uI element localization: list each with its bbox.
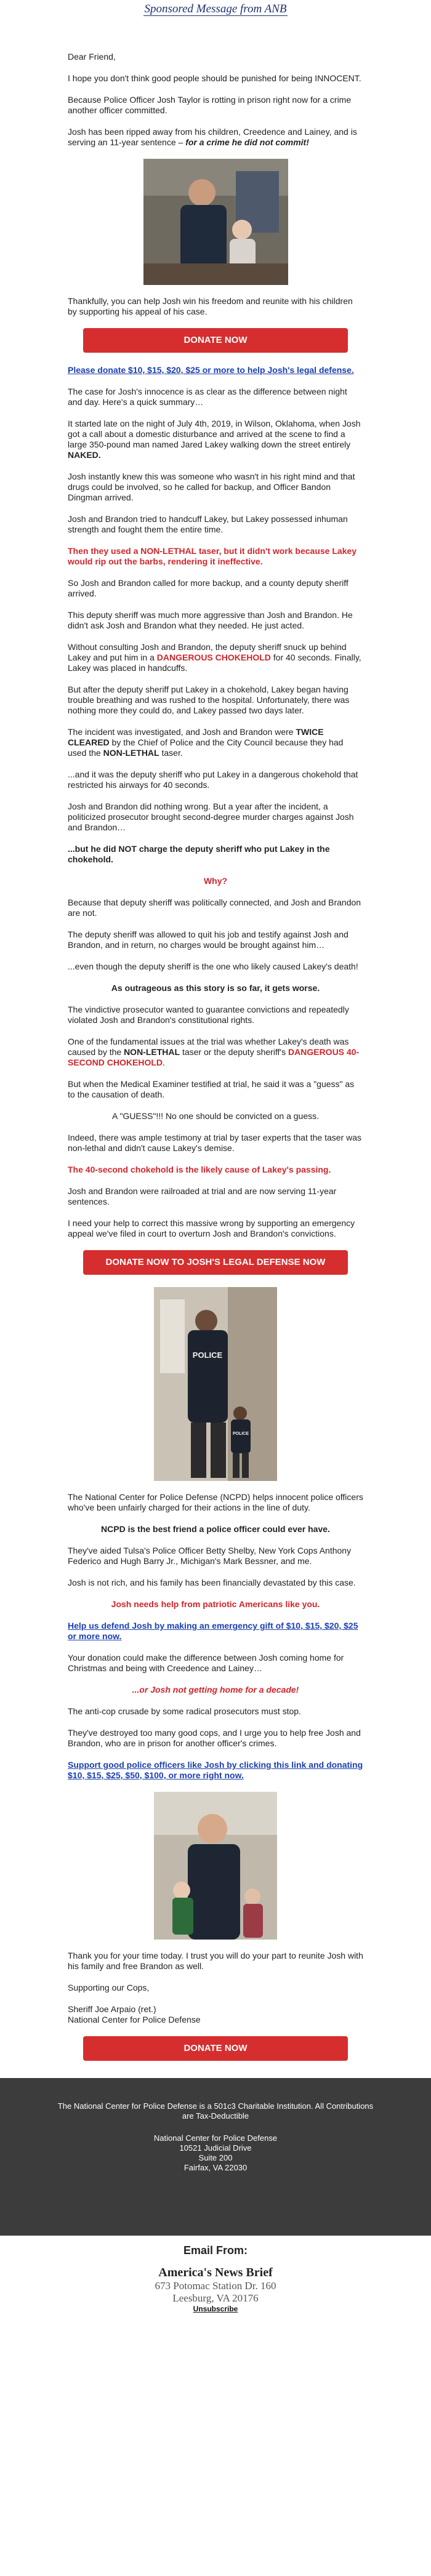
donate-link[interactable]: Help us defend Josh by making an emergency gift of $10, $15, $20, $25 or more now. (68, 1621, 358, 1641)
letter-body-3 (68, 1492, 363, 2025)
paragraph: This deputy sheriff was much more aggressive than Josh and Brandon. He didn't ask Josh and Brandon what they needed. He just acted. (68, 610, 353, 630)
paragraph: They've destroyed too many good cops, and I urge you to help free Josh and Brandon, who are in prison for another officer's crimes. (68, 1728, 361, 1748)
why-heading: Why? (203, 876, 228, 886)
paragraph: Thank you for your time today. I trust you will do your part to reunite Josh with his family and free Brandon as well. (68, 1951, 363, 1971)
police-back-text: POLICE (192, 1350, 223, 1360)
paragraph: ...and it was the deputy sheriff who put Lakey in a dangerous chokehold that restricted his airways for 40 seconds. (68, 769, 358, 790)
paragraph: They've aided Tulsa's Police Officer Betty Shelby, New York Cops Anthony Federico and Hugh Barry Jr., Michigan's Mark Bessner, and me. (68, 1546, 352, 1566)
emphasis: for a crime he did not commit! (185, 137, 309, 147)
donate-legal-defense-button[interactable]: DONATE NOW TO JOSH'S LEGAL DEFENSE NOW (83, 1250, 348, 1275)
paragraph: The vindictive prosecutor wanted to guarantee convictions and repeatedly violated Josh and Brandon's constitutional rights. (68, 1005, 349, 1025)
sponsored-title: Sponsored Message from ANB (144, 2, 287, 15)
sender-name: America's News Brief (158, 2266, 273, 2279)
highlight-paragraph: The 40-second chokehold is the likely cause of Lakey's passing. (68, 1165, 331, 1174)
footer-address-2: Suite 200 (198, 2153, 233, 2162)
sender-address-2: Leesburg, VA 20176 (172, 2292, 259, 2304)
paragraph: The incident was investigated, and Josh and Brandon were TWICE CLEARED by the Chief of Police and the City Council because they had used the NON-LETHAL taser. (68, 727, 344, 758)
paragraph: Josh has been ripped away from his children, Creedence and Lainey, and is serving an 11-year sentence – for a crime he did not commit! (68, 127, 357, 147)
paragraph: ...even though the deputy sheriff is the one who likely caused Lakey's death! (68, 961, 358, 971)
signature-org: National Center for Police Defense (68, 2015, 201, 2024)
paragraph: So Josh and Brandon called for more backup, and a county deputy sheriff arrived. (68, 578, 348, 598)
signature (68, 2004, 363, 2025)
donate-now-button[interactable]: DONATE NOW (83, 328, 348, 353)
paragraph: A "GUESS"!!! No one should be convicted on a guess. (111, 1111, 320, 1121)
donate-link[interactable]: Support good police officers like Josh by clicking this link and donating $10, $15, $25, $50, $100, or more right now. (68, 1760, 363, 1780)
paragraph: The anti-cop crusade by some radical prosecutors must stop. (68, 1706, 301, 1716)
paragraph: But after the deputy sheriff put Lakey in a chokehold, Lakey began having trouble breathing and was rushed to the hospital. Unfortunately, there was nothing more they could do, and Lakey passed two days later. (68, 684, 350, 715)
emphasis: NON-LETHAL (103, 748, 159, 758)
highlight-paragraph: Josh needs help from patriotic Americans like you. (111, 1599, 320, 1609)
footer (0, 2078, 431, 2236)
paragraph: Your donation could make the difference between Josh coming home for Christmas and being with Creedence and Lainey… (68, 1653, 344, 1673)
highlight-paragraph: Then they used a NON-LETHAL taser, but it didn't work because Lakey would rip out the barbs, rendering it ineffective. (68, 546, 357, 566)
paragraph: The deputy sheriff was allowed to quit his job and testify against Josh and Brandon, and in return, no charges would be brought against him… (68, 929, 348, 950)
paragraph: I hope you don't think good people should be punished for being INNOCENT. (68, 73, 361, 83)
paragraph: Josh instantly knew this was someone who wasn't in his right mind and that drugs could be involved, so he called for backup, and Officer Bandon Dingman arrived. (68, 471, 355, 502)
paragraph: I need your help to correct this massive wrong by supporting an emergency appeal we've filed in court to overturn Josh and Brandon's convictions. (68, 1218, 355, 1238)
donate-link[interactable]: Please donate $10, $15, $20, $25 or more to help Josh's legal defense. (68, 365, 354, 375)
emphasis: NAKED. (68, 450, 101, 460)
police-child-text: POLICE (232, 1432, 249, 1436)
paragraph: Josh and Brandon did nothing wrong. But a year after the incident, a politicized prosecutor brought second-degree murder charges against Josh and Brandon… (68, 801, 354, 832)
footer-disclaimer: The National Center for Police Defense is a 501c3 Charitable Institution. All Contributions are Tax-Deductible (57, 2101, 374, 2121)
emphasis: DANGEROUS 40-SECOND CHOKEHOLD (68, 1047, 360, 1067)
letter-body-2 (68, 365, 363, 1239)
sign-off: Supporting our Cops, (68, 1983, 150, 1992)
paragraph: Because Police Officer Josh Taylor is rotting in prison right now for a crime another officer committed. (68, 95, 352, 115)
paragraph: Thankfully, you can help Josh win his freedom and reunite with his children by supporting his appeal of his case. (68, 296, 353, 316)
donate-now-button-bottom[interactable]: DONATE NOW (83, 2036, 348, 2061)
photo-officer-with-child (143, 159, 288, 285)
sponsored-header (0, 0, 431, 27)
emphasis: NON-LETHAL (124, 1047, 180, 1057)
footer-org-name: National Center for Police Defense (153, 2133, 278, 2143)
paragraph: The case for Josh's innocence is as clear as the difference between night and day. Here's a quick summary… (68, 387, 347, 407)
paragraph: Josh is not rich, and his family has been financially devastated by this case. (68, 1578, 356, 1587)
letter-body (68, 27, 363, 317)
emphasis: DANGEROUS CHOKEHOLD (156, 652, 271, 662)
paragraph: Indeed, there was ample testimony at trial by taser experts that the taser was non-lethal and didn't cause Lakey's demise. (68, 1133, 362, 1153)
emphasis-paragraph: ...but he did NOT charge the deputy sheriff who put Lakey in the chokehold. (68, 844, 330, 864)
emphasis-paragraph: NCPD is the best friend a police officer could ever have. (101, 1524, 330, 1534)
sender-address-1: 673 Potomac Station Dr. 160 (155, 2280, 276, 2292)
highlight-paragraph: ...or Josh not getting home for a decade! (132, 1685, 299, 1695)
paragraph: It started late on the night of July 4th, 2019, in Wilson, Oklahoma, when Josh got a call about a domestic disturbance and arrived at the scene to find a large 350-pound man named Jared Lakey walking down the street entirely NAKED. (68, 419, 361, 460)
email-from-label: Email From: (183, 2244, 248, 2257)
emphasis-paragraph: As outrageous as this story is so far, it gets worse. (111, 983, 320, 993)
footer-address-3: Fairfax, VA 22030 (183, 2163, 248, 2172)
paragraph: The National Center for Police Defense (NCPD) helps innocent police officers who've been unfairly charged for their actions in the line of duty. (68, 1492, 363, 1512)
sender-block (0, 2236, 431, 2313)
footer-address-1: 10521 Judicial Drive (179, 2143, 252, 2153)
paragraph: Without consulting Josh and Brandon, the deputy sheriff snuck up behind Lakey and put him in a DANGEROUS CHOKEHOLD for 40 seconds. Finally, Lakey was placed in handcuffs. (68, 642, 361, 673)
signature-name: Sheriff Joe Arpaio (ret.) (68, 2004, 156, 2014)
photo-officer-with-kids (154, 1792, 277, 1940)
paragraph: Josh and Brandon were railroaded at trial and are now serving 11-year sentences. (68, 1186, 337, 1206)
unsubscribe-link[interactable]: Unsubscribe (193, 2305, 238, 2313)
photo-officer-and-son (154, 1287, 277, 1481)
paragraph: One of the fundamental issues at the trial was whether Lakey's death was caused by the NON-LETHAL taser or the deputy sheriff's DANGEROUS 40-SECOND CHOKEHOLD. (68, 1037, 360, 1067)
paragraph: Because that deputy sheriff was politically connected, and Josh and Brandon are not. (68, 897, 361, 918)
paragraph: But when the Medical Examiner testified at trial, he said it was a "guess" as to the causation of death. (68, 1079, 355, 1099)
emphasis: TWICE CLEARED (68, 727, 324, 747)
greeting: Dear Friend, (68, 52, 116, 62)
paragraph: Josh and Brandon tried to handcuff Lakey, but Lakey possessed inhuman strength and fought them the entire time. (68, 514, 348, 534)
